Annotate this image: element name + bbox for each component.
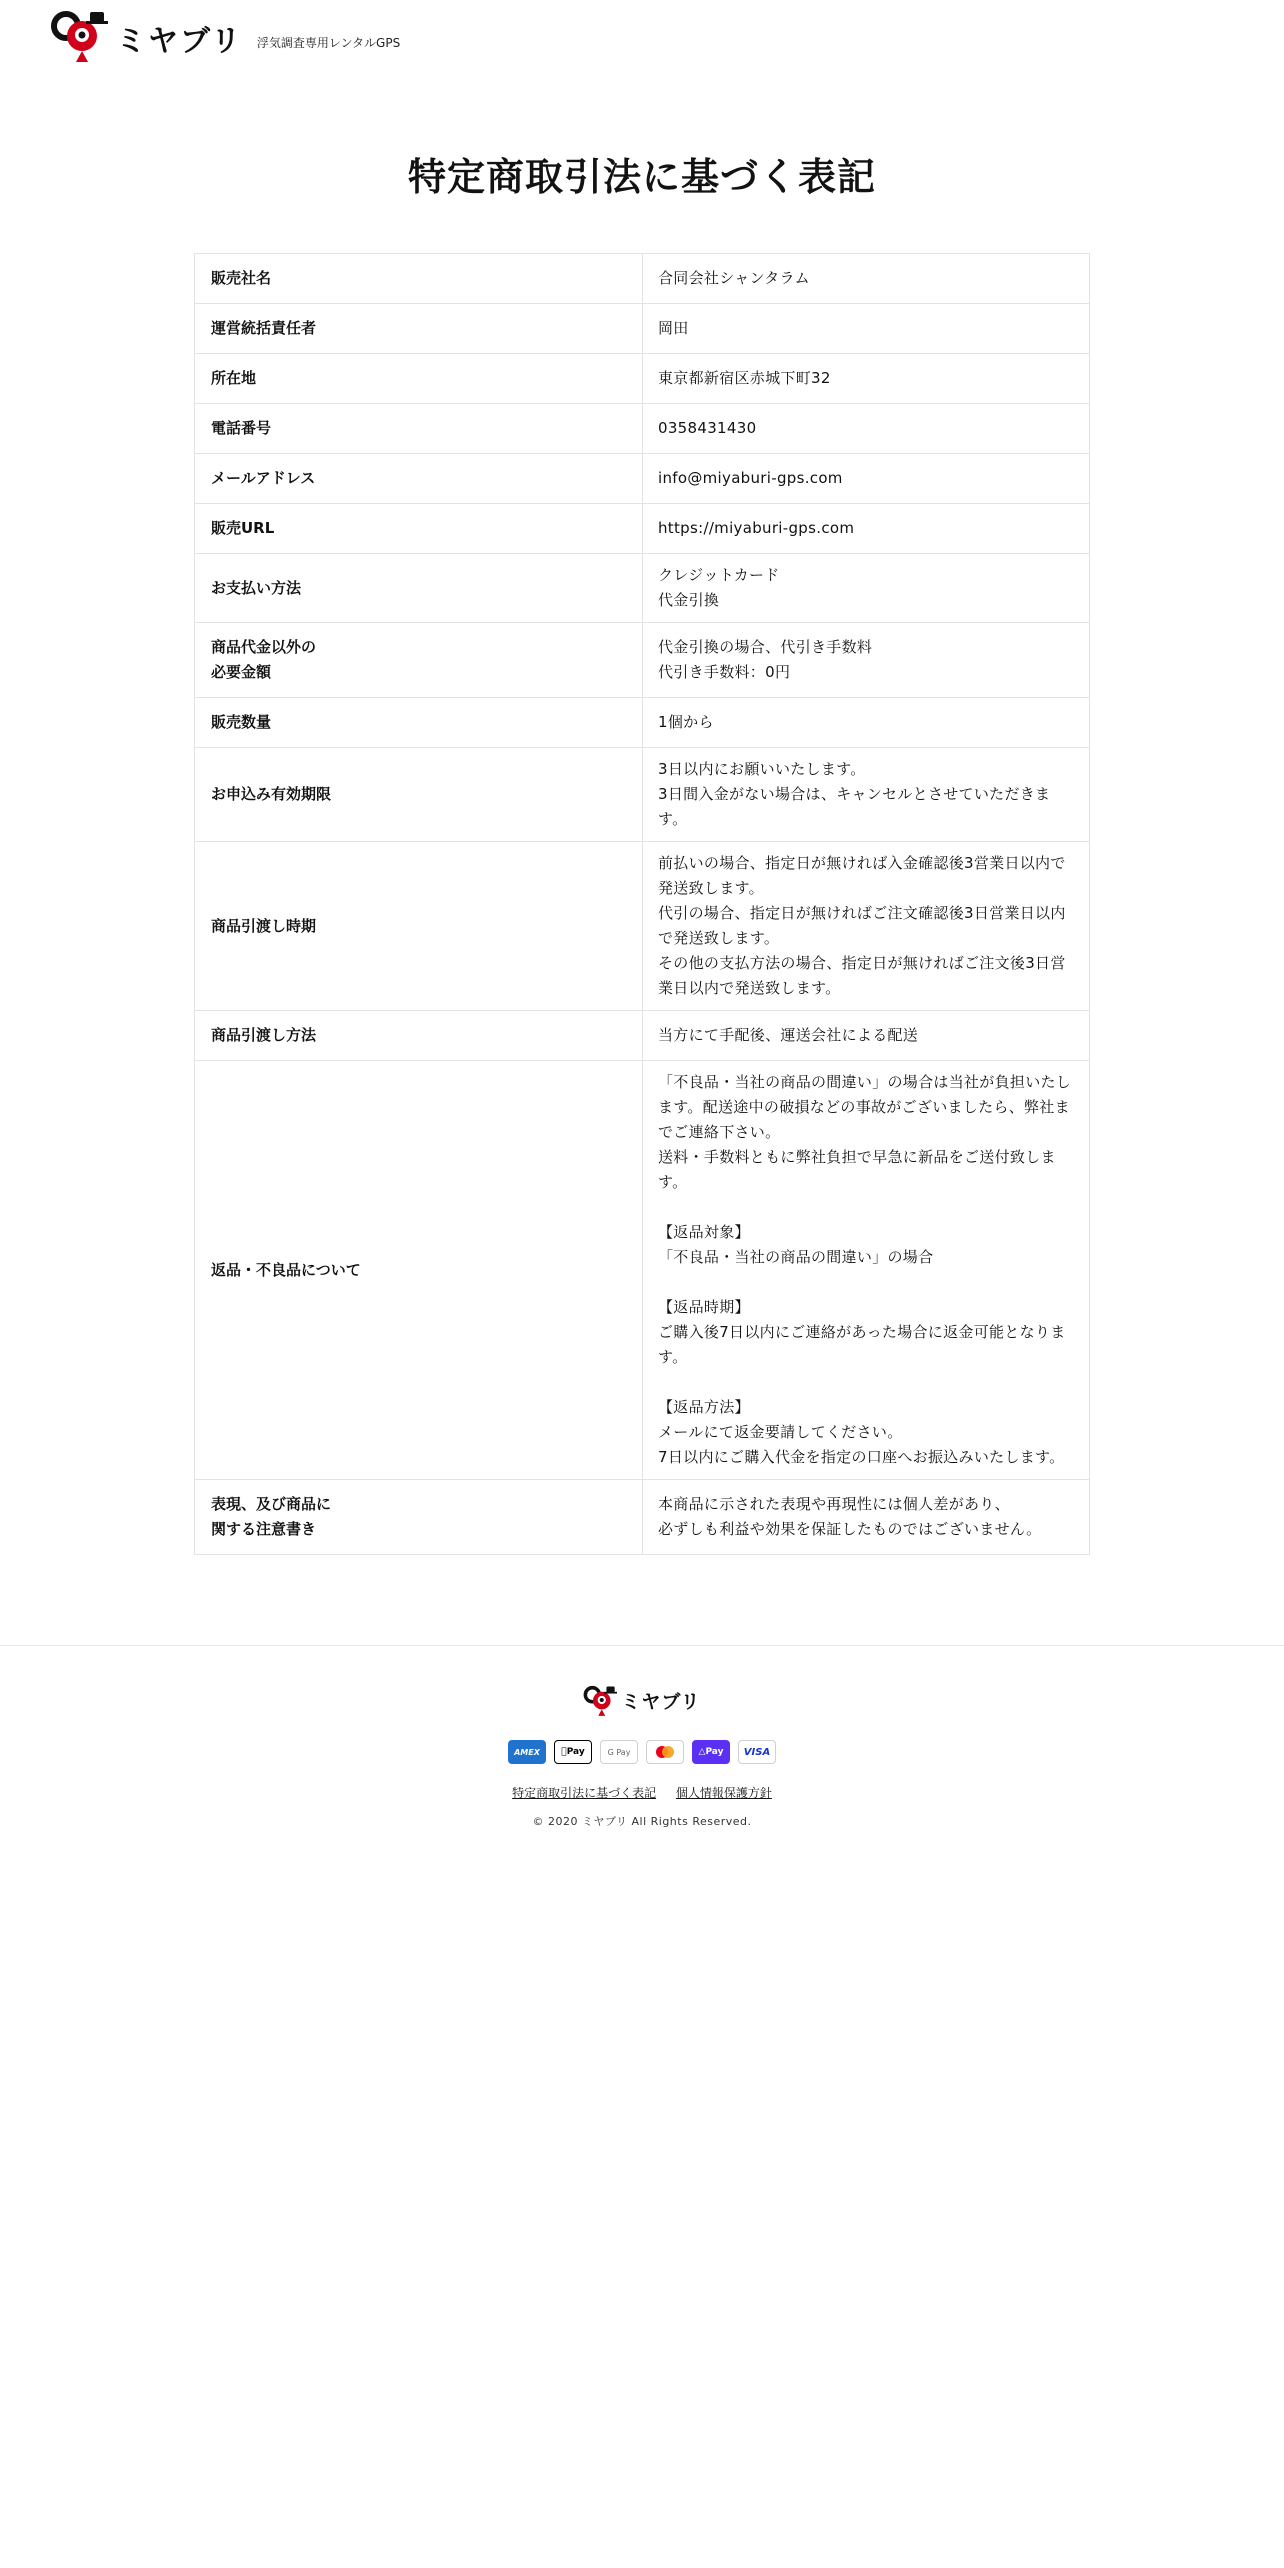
table-row [195, 354, 1090, 404]
footer-link-tokushoho[interactable]: 特定商取引法に基づく表記 [512, 1786, 657, 1800]
visa-icon: VISA [738, 1740, 776, 1764]
footer-link-privacy-policy[interactable]: 個人情報保護方針 [675, 1786, 772, 1800]
row-value: 当方にて手配後、運送会社による配送 [643, 1011, 1090, 1061]
footer-logo-link[interactable] [583, 1684, 700, 1716]
legal-info-table [194, 253, 1090, 1555]
brand-name: ミヤブリ [116, 24, 243, 59]
row-label: 販売URL [195, 504, 643, 554]
row-label: 販売社名 [195, 254, 643, 304]
table-row [195, 454, 1090, 504]
site-footer [0, 1645, 1284, 1829]
row-value: 岡田 [643, 304, 1090, 354]
row-label: 販売数量 [195, 698, 643, 748]
row-value: 「不良品・当社の商品の間違い」の場合は当社が負担いたします。配送途中の破損などの事故がございましたら、弊社までご連絡下さい。 送料・手数料ともに弊社負担で早急に新品をご送付致します。 【返品対象】 「不良品・当社の商品の間違い」の場合 【返品時期】 ご購入後7日以内にご連絡があった場合に返金可能となります。 【返品方法】 メールにて返金要請してください。 7日以内にご購入代金を指定の口座へお振込みいたします。 [643, 1061, 1090, 1480]
row-label: メールアドレス [195, 454, 643, 504]
page-title: 特定商取引法に基づく表記 [407, 155, 876, 199]
row-value: 東京都新宿区赤城下町32 [643, 354, 1090, 404]
brand-logo-link[interactable] [50, 8, 400, 62]
table-row [195, 254, 1090, 304]
row-label: 返品・不良品について [195, 1061, 643, 1480]
row-label: 商品引渡し時期 [195, 842, 643, 1011]
apple-pay-icon: Pay [554, 1740, 592, 1764]
table-row [195, 504, 1090, 554]
table-row [195, 623, 1090, 698]
row-label: お申込み有効期限 [195, 748, 643, 842]
amex-icon: AMEX [508, 1740, 546, 1764]
table-row [195, 304, 1090, 354]
row-label: 表現、及び商品に 関する注意書き [195, 1480, 643, 1555]
row-value: 0358431430 [643, 404, 1090, 454]
shop-pay-icon: △ Pay [692, 1740, 730, 1764]
legal-info-table-wrapper [194, 253, 1090, 1555]
footer-links [0, 1784, 1284, 1801]
table-row [195, 404, 1090, 454]
row-value: 前払いの場合、指定日が無ければ入金確認後3営業日以内で発送致します。 代引の場合、指定日が無ければご注文確認後3日営業日以内で発送致します。 その他の支払方法の場合、指定日が無ければご注文後3日営業日以内で発送致します。 [643, 842, 1090, 1011]
payment-icons [0, 1740, 1284, 1764]
row-label: お支払い方法 [195, 554, 643, 623]
table-row [195, 842, 1090, 1011]
row-label: 運営統括責任者 [195, 304, 643, 354]
site-header [0, 0, 1284, 80]
row-label: 所在地 [195, 354, 643, 404]
logo-mascot-icon [50, 8, 108, 62]
table-row [195, 698, 1090, 748]
table-row [195, 554, 1090, 623]
google-pay-icon: G Pay [600, 1740, 638, 1764]
copyright-text: © 2020 ミヤブリ All Rights Reserved. [532, 1815, 752, 1828]
table-row [195, 748, 1090, 842]
logo-mascot-icon [583, 1684, 617, 1716]
table-row [195, 1480, 1090, 1555]
row-value: https://miyaburi-gps.com [643, 504, 1090, 554]
row-value: 本商品に示された表現や再現性には個人差があり、 必ずしも利益や効果を保証したものではございません。 [643, 1480, 1090, 1555]
row-value: 合同会社シャンタラム [643, 254, 1090, 304]
row-value: クレジットカード 代金引換 [643, 554, 1090, 623]
table-row [195, 1011, 1090, 1061]
row-value: 代金引換の場合、代引き手数料 代引き手数料：0円 [643, 623, 1090, 698]
mastercard-icon [646, 1740, 684, 1764]
row-label: 商品代金以外の 必要金額 [195, 623, 643, 698]
row-value: info@miyaburi-gps.com [643, 454, 1090, 504]
table-row [195, 1061, 1090, 1480]
row-label: 商品引渡し方法 [195, 1011, 643, 1061]
brand-tagline: 浮気調査専用レンタルGPS [256, 35, 401, 50]
row-value: 3日以内にお願いいたします。 3日間入金がない場合は、キャンセルとさせていただきます。 [643, 748, 1090, 842]
row-label: 電話番号 [195, 404, 643, 454]
footer-brand-name: ミヤブリ [621, 1690, 701, 1713]
row-value: 1個から [643, 698, 1090, 748]
